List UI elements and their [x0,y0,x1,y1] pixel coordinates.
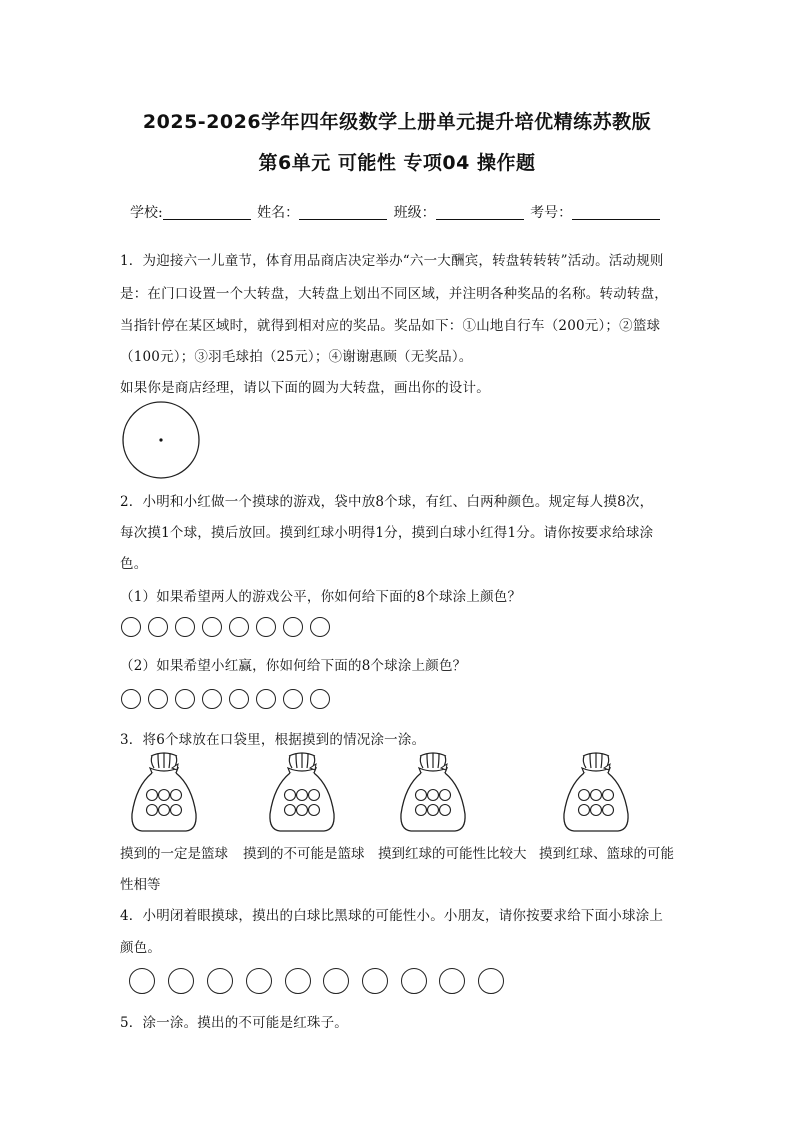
ball-bag-icon [266,752,338,834]
bag-caption: 摸到的不可能是篮球 [243,846,365,862]
q2-text-line: 2．小明和小红做一个摸球的游戏，袋中放8个球，有红、白两种颜色。规定每人摸8次， [120,494,654,510]
ball-circle[interactable] [121,689,141,709]
exam-no-label: 考号： [530,205,573,221]
q1-text-line: 是：在门口设置一个大转盘，大转盘上划出不同区域，并注明各种奖品的名称。转动转盘， [120,286,668,302]
q1-text-line: 如果你是商店经理，请以下面的圆为大转盘，画出你的设计。 [120,380,490,396]
q4-text-line: 4．小明闭着眼摸球，摸出的白球比黑球的可能性小。小朋友，请你按要求给下面小球涂上 [120,908,664,924]
q2-text-line: 色。 [120,556,148,572]
name-blank[interactable] [299,205,387,220]
q1-text-line: 1．为迎接六一儿童节，体育用品商店决定举办“六一大酬宾，转盘转转转”活动。活动规则 [120,253,664,269]
worksheet-title: 2025-2026学年四年级数学上册单元提升培优精练苏教版 [142,111,652,133]
ball-circle[interactable] [246,968,272,994]
q4-text-line: 颜色。 [120,940,162,956]
ball-circle[interactable] [362,968,388,994]
q1-text-line: 当指针停在某区域时，就得到相对应的奖品。奖品如下：①山地自行车（200元）；②篮球 [120,318,661,334]
class-blank[interactable] [436,205,524,220]
ball-circle[interactable] [256,617,276,637]
ball-circle[interactable] [229,689,249,709]
ball-bag-icon [128,752,200,834]
ball-circle[interactable] [283,689,303,709]
ball-circle[interactable] [202,617,222,637]
ball-circle[interactable] [256,689,276,709]
ball-circle[interactable] [401,968,427,994]
ball-circle[interactable] [310,689,330,709]
ball-circle[interactable] [207,968,233,994]
ball-circle[interactable] [148,617,168,637]
bag-caption: 摸到红球、篮球的可能 [539,846,674,862]
q2-subquestion-1: （1）如果希望两人的游戏公平，你如何给下面的8个球涂上颜色？ [120,589,522,605]
q2-subquestion-2: （2）如果希望小红赢，你如何给下面的8个球涂上颜色？ [120,658,467,674]
class-label: 班级： [393,205,436,221]
name-label: 姓名： [257,205,300,221]
ball-circle[interactable] [129,968,155,994]
ball-circle[interactable] [323,968,349,994]
ball-circle[interactable] [148,689,168,709]
bag-caption: 摸到的一定是篮球 [120,846,228,862]
ball-circle[interactable] [175,689,195,709]
center-dot [159,438,162,441]
q2-text-line: 每次摸1个球，摸后放回。摸到红球小明得1分，摸到白球小红得1分。请你按要求给球涂 [120,525,654,541]
ball-circle[interactable] [439,968,465,994]
student-info-line [130,202,690,222]
q5-text-line: 5．涂一涂。摸出的不可能是红珠子。 [120,1015,348,1031]
q3-text-line: 3．将6个球放在口袋里，根据摸到的情况涂一涂。 [120,732,426,748]
ball-circle[interactable] [168,968,194,994]
bag-caption: 摸到红球的可能性比较大 [378,846,527,862]
bag-caption-continued: 性相等 [120,877,161,893]
unit-subtitle: 第6单元 可能性 专项04 操作题 [258,152,536,174]
exam-no-blank[interactable] [572,205,660,220]
ball-bag-icon [397,752,469,834]
ball-circle[interactable] [310,617,330,637]
ball-circle[interactable] [229,617,249,637]
school-label: 学校: [130,205,163,221]
ball-circle[interactable] [285,968,311,994]
turntable-circle[interactable] [121,401,203,481]
ball-circle[interactable] [175,617,195,637]
ball-circle[interactable] [202,689,222,709]
ball-circle[interactable] [283,617,303,637]
school-blank[interactable] [163,205,251,220]
ball-circle[interactable] [478,968,504,994]
ball-bag-icon [560,752,632,834]
q1-text-line: （100元）；③羽毛球拍（25元）；④谢谢惠顾（无奖品）。 [120,349,473,365]
ball-circle[interactable] [121,617,141,637]
